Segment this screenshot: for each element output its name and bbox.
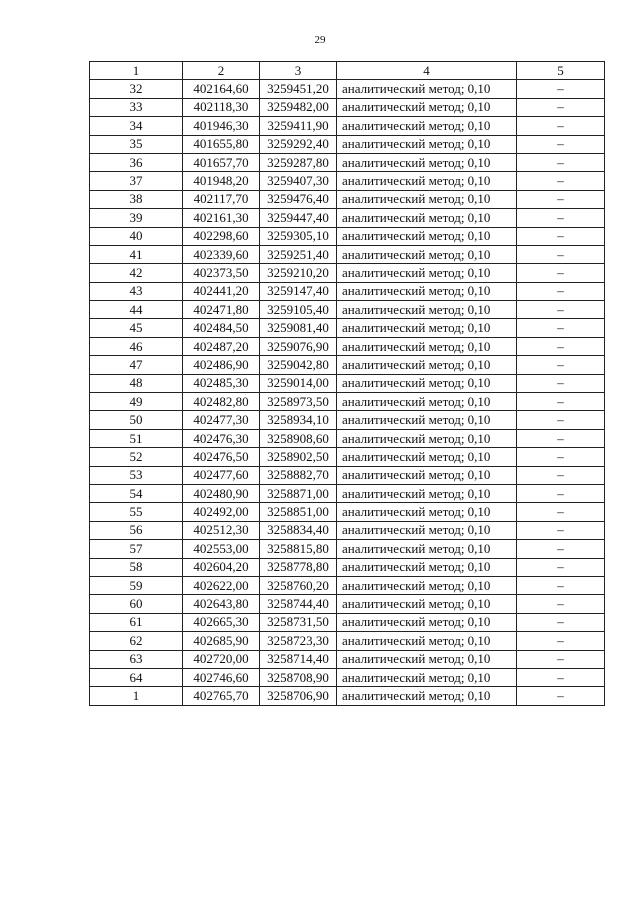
- description-cell: –: [517, 245, 605, 263]
- y-coordinate-cell: 3259451,20: [260, 80, 337, 98]
- method-accuracy-cell: аналитический метод; 0,10: [337, 98, 517, 116]
- method-accuracy-cell: аналитический метод; 0,10: [337, 319, 517, 337]
- header-cell-2: 2: [183, 62, 260, 80]
- x-coordinate-cell: 402512,30: [183, 521, 260, 539]
- table-row: [90, 135, 605, 153]
- point-number-cell: 55: [90, 503, 183, 521]
- x-coordinate-cell: 402720,00: [183, 650, 260, 668]
- table-row: [90, 613, 605, 631]
- x-coordinate-cell: 402476,30: [183, 429, 260, 447]
- x-coordinate-cell: 402373,50: [183, 264, 260, 282]
- description-cell: –: [517, 172, 605, 190]
- y-coordinate-cell: 3259210,20: [260, 264, 337, 282]
- point-number-cell: 36: [90, 153, 183, 171]
- table-row: [90, 687, 605, 705]
- y-coordinate-cell: 3259147,40: [260, 282, 337, 300]
- y-coordinate-cell: 3259076,90: [260, 337, 337, 355]
- description-cell: –: [517, 98, 605, 116]
- table-row: [90, 448, 605, 466]
- table-row: [90, 484, 605, 502]
- x-coordinate-cell: 401657,70: [183, 153, 260, 171]
- method-accuracy-cell: аналитический метод; 0,10: [337, 484, 517, 502]
- table-row: [90, 337, 605, 355]
- header-cell-4: 4: [337, 62, 517, 80]
- x-coordinate-cell: 402492,00: [183, 503, 260, 521]
- method-accuracy-cell: аналитический метод; 0,10: [337, 411, 517, 429]
- method-accuracy-cell: аналитический метод; 0,10: [337, 172, 517, 190]
- point-number-cell: 41: [90, 245, 183, 263]
- x-coordinate-cell: 402477,30: [183, 411, 260, 429]
- table-row: [90, 98, 605, 116]
- point-number-cell: 54: [90, 484, 183, 502]
- y-coordinate-cell: 3259476,40: [260, 190, 337, 208]
- y-coordinate-cell: 3258723,30: [260, 632, 337, 650]
- y-coordinate-cell: 3258760,20: [260, 576, 337, 594]
- description-cell: –: [517, 153, 605, 171]
- x-coordinate-cell: 402643,80: [183, 595, 260, 613]
- description-cell: –: [517, 632, 605, 650]
- y-coordinate-cell: 3259447,40: [260, 209, 337, 227]
- description-cell: –: [517, 540, 605, 558]
- point-number-cell: 1: [90, 687, 183, 705]
- point-number-cell: 40: [90, 227, 183, 245]
- method-accuracy-cell: аналитический метод; 0,10: [337, 337, 517, 355]
- method-accuracy-cell: аналитический метод; 0,10: [337, 650, 517, 668]
- method-accuracy-cell: аналитический метод; 0,10: [337, 393, 517, 411]
- table-row: [90, 521, 605, 539]
- point-number-cell: 45: [90, 319, 183, 337]
- point-number-cell: 48: [90, 374, 183, 392]
- point-number-cell: 47: [90, 356, 183, 374]
- table-header: [90, 62, 605, 80]
- point-number-cell: 61: [90, 613, 183, 631]
- point-number-cell: 52: [90, 448, 183, 466]
- description-cell: –: [517, 135, 605, 153]
- x-coordinate-cell: 401946,30: [183, 117, 260, 135]
- x-coordinate-cell: 402485,30: [183, 374, 260, 392]
- method-accuracy-cell: аналитический метод; 0,10: [337, 80, 517, 98]
- y-coordinate-cell: 3259482,00: [260, 98, 337, 116]
- y-coordinate-cell: 3258973,50: [260, 393, 337, 411]
- description-cell: –: [517, 337, 605, 355]
- y-coordinate-cell: 3258882,70: [260, 466, 337, 484]
- table-row: [90, 190, 605, 208]
- table-row: [90, 264, 605, 282]
- description-cell: –: [517, 264, 605, 282]
- method-accuracy-cell: аналитический метод; 0,10: [337, 668, 517, 686]
- x-coordinate-cell: 402476,50: [183, 448, 260, 466]
- x-coordinate-cell: 402441,20: [183, 282, 260, 300]
- point-number-cell: 50: [90, 411, 183, 429]
- y-coordinate-cell: 3258934,10: [260, 411, 337, 429]
- x-coordinate-cell: 402298,60: [183, 227, 260, 245]
- table-row: [90, 429, 605, 447]
- table-row: [90, 466, 605, 484]
- table-row: [90, 227, 605, 245]
- description-cell: –: [517, 521, 605, 539]
- description-cell: –: [517, 374, 605, 392]
- x-coordinate-cell: 402746,60: [183, 668, 260, 686]
- y-coordinate-cell: 3259292,40: [260, 135, 337, 153]
- y-coordinate-cell: 3259105,40: [260, 301, 337, 319]
- x-coordinate-cell: 401948,20: [183, 172, 260, 190]
- description-cell: –: [517, 595, 605, 613]
- method-accuracy-cell: аналитический метод; 0,10: [337, 521, 517, 539]
- x-coordinate-cell: 401655,80: [183, 135, 260, 153]
- table-row: [90, 153, 605, 171]
- method-accuracy-cell: аналитический метод; 0,10: [337, 558, 517, 576]
- point-number-cell: 42: [90, 264, 183, 282]
- table-row: [90, 282, 605, 300]
- method-accuracy-cell: аналитический метод; 0,10: [337, 613, 517, 631]
- point-number-cell: 57: [90, 540, 183, 558]
- table-row: [90, 576, 605, 594]
- point-number-cell: 37: [90, 172, 183, 190]
- table-row: [90, 117, 605, 135]
- x-coordinate-cell: 402339,60: [183, 245, 260, 263]
- header-cell-1: 1: [90, 62, 183, 80]
- method-accuracy-cell: аналитический метод; 0,10: [337, 576, 517, 594]
- table-row: [90, 632, 605, 650]
- x-coordinate-cell: 402685,90: [183, 632, 260, 650]
- description-cell: –: [517, 503, 605, 521]
- description-cell: –: [517, 466, 605, 484]
- header-cell-5: 5: [517, 62, 605, 80]
- y-coordinate-cell: 3258871,00: [260, 484, 337, 502]
- y-coordinate-cell: 3259411,90: [260, 117, 337, 135]
- x-coordinate-cell: 402480,90: [183, 484, 260, 502]
- method-accuracy-cell: аналитический метод; 0,10: [337, 503, 517, 521]
- description-cell: –: [517, 429, 605, 447]
- y-coordinate-cell: 3258778,80: [260, 558, 337, 576]
- x-coordinate-cell: 402765,70: [183, 687, 260, 705]
- y-coordinate-cell: 3258902,50: [260, 448, 337, 466]
- x-coordinate-cell: 402484,50: [183, 319, 260, 337]
- point-number-cell: 34: [90, 117, 183, 135]
- coordinates-table: [89, 61, 605, 706]
- description-cell: –: [517, 190, 605, 208]
- point-number-cell: 56: [90, 521, 183, 539]
- point-number-cell: 49: [90, 393, 183, 411]
- table-body: [90, 80, 605, 705]
- method-accuracy-cell: аналитический метод; 0,10: [337, 190, 517, 208]
- table-row: [90, 319, 605, 337]
- point-number-cell: 32: [90, 80, 183, 98]
- x-coordinate-cell: 402164,60: [183, 80, 260, 98]
- table-row: [90, 374, 605, 392]
- table-row: [90, 301, 605, 319]
- y-coordinate-cell: 3258815,80: [260, 540, 337, 558]
- table-row: [90, 356, 605, 374]
- y-coordinate-cell: 3258731,50: [260, 613, 337, 631]
- y-coordinate-cell: 3258834,40: [260, 521, 337, 539]
- description-cell: –: [517, 209, 605, 227]
- point-number-cell: 35: [90, 135, 183, 153]
- point-number-cell: 60: [90, 595, 183, 613]
- y-coordinate-cell: 3259014,00: [260, 374, 337, 392]
- description-cell: –: [517, 576, 605, 594]
- method-accuracy-cell: аналитический метод; 0,10: [337, 117, 517, 135]
- method-accuracy-cell: аналитический метод; 0,10: [337, 632, 517, 650]
- table-row: [90, 245, 605, 263]
- description-cell: –: [517, 319, 605, 337]
- x-coordinate-cell: 402471,80: [183, 301, 260, 319]
- y-coordinate-cell: 3258706,90: [260, 687, 337, 705]
- method-accuracy-cell: аналитический метод; 0,10: [337, 264, 517, 282]
- table-row: [90, 411, 605, 429]
- x-coordinate-cell: 402161,30: [183, 209, 260, 227]
- point-number-cell: 39: [90, 209, 183, 227]
- x-coordinate-cell: 402482,80: [183, 393, 260, 411]
- description-cell: –: [517, 650, 605, 668]
- method-accuracy-cell: аналитический метод; 0,10: [337, 374, 517, 392]
- method-accuracy-cell: аналитический метод; 0,10: [337, 466, 517, 484]
- table-row: [90, 80, 605, 98]
- point-number-cell: 59: [90, 576, 183, 594]
- method-accuracy-cell: аналитический метод; 0,10: [337, 356, 517, 374]
- description-cell: –: [517, 687, 605, 705]
- table-row: [90, 503, 605, 521]
- point-number-cell: 64: [90, 668, 183, 686]
- point-number-cell: 62: [90, 632, 183, 650]
- method-accuracy-cell: аналитический метод; 0,10: [337, 448, 517, 466]
- table-row: [90, 668, 605, 686]
- x-coordinate-cell: 402486,90: [183, 356, 260, 374]
- y-coordinate-cell: 3258708,90: [260, 668, 337, 686]
- table-row: [90, 650, 605, 668]
- point-number-cell: 51: [90, 429, 183, 447]
- y-coordinate-cell: 3258851,00: [260, 503, 337, 521]
- point-number-cell: 63: [90, 650, 183, 668]
- point-number-cell: 38: [90, 190, 183, 208]
- table-row: [90, 209, 605, 227]
- x-coordinate-cell: 402117,70: [183, 190, 260, 208]
- method-accuracy-cell: аналитический метод; 0,10: [337, 687, 517, 705]
- point-number-cell: 44: [90, 301, 183, 319]
- method-accuracy-cell: аналитический метод; 0,10: [337, 245, 517, 263]
- y-coordinate-cell: 3258744,40: [260, 595, 337, 613]
- page-number: 29: [314, 34, 326, 46]
- method-accuracy-cell: аналитический метод; 0,10: [337, 209, 517, 227]
- table-row: [90, 595, 605, 613]
- description-cell: –: [517, 393, 605, 411]
- x-coordinate-cell: 402487,20: [183, 337, 260, 355]
- header-row: [90, 62, 605, 80]
- x-coordinate-cell: 402553,00: [183, 540, 260, 558]
- point-number-cell: 43: [90, 282, 183, 300]
- table-row: [90, 393, 605, 411]
- y-coordinate-cell: 3259407,30: [260, 172, 337, 190]
- method-accuracy-cell: аналитический метод; 0,10: [337, 282, 517, 300]
- description-cell: –: [517, 356, 605, 374]
- method-accuracy-cell: аналитический метод; 0,10: [337, 595, 517, 613]
- method-accuracy-cell: аналитический метод; 0,10: [337, 227, 517, 245]
- method-accuracy-cell: аналитический метод; 0,10: [337, 540, 517, 558]
- y-coordinate-cell: 3258714,40: [260, 650, 337, 668]
- header-cell-3: 3: [260, 62, 337, 80]
- description-cell: –: [517, 117, 605, 135]
- description-cell: –: [517, 227, 605, 245]
- y-coordinate-cell: 3258908,60: [260, 429, 337, 447]
- table-row: [90, 558, 605, 576]
- description-cell: –: [517, 282, 605, 300]
- x-coordinate-cell: 402604,20: [183, 558, 260, 576]
- point-number-cell: 53: [90, 466, 183, 484]
- x-coordinate-cell: 402622,00: [183, 576, 260, 594]
- table-row: [90, 172, 605, 190]
- point-number-cell: 58: [90, 558, 183, 576]
- table-row: [90, 540, 605, 558]
- x-coordinate-cell: 402477,60: [183, 466, 260, 484]
- method-accuracy-cell: аналитический метод; 0,10: [337, 429, 517, 447]
- description-cell: –: [517, 80, 605, 98]
- y-coordinate-cell: 3259081,40: [260, 319, 337, 337]
- y-coordinate-cell: 3259042,80: [260, 356, 337, 374]
- description-cell: –: [517, 301, 605, 319]
- method-accuracy-cell: аналитический метод; 0,10: [337, 135, 517, 153]
- description-cell: –: [517, 411, 605, 429]
- y-coordinate-cell: 3259305,10: [260, 227, 337, 245]
- x-coordinate-cell: 402665,30: [183, 613, 260, 631]
- point-number-cell: 33: [90, 98, 183, 116]
- description-cell: –: [517, 484, 605, 502]
- description-cell: –: [517, 448, 605, 466]
- x-coordinate-cell: 402118,30: [183, 98, 260, 116]
- description-cell: –: [517, 558, 605, 576]
- point-number-cell: 46: [90, 337, 183, 355]
- method-accuracy-cell: аналитический метод; 0,10: [337, 301, 517, 319]
- y-coordinate-cell: 3259251,40: [260, 245, 337, 263]
- description-cell: –: [517, 613, 605, 631]
- method-accuracy-cell: аналитический метод; 0,10: [337, 153, 517, 171]
- description-cell: –: [517, 668, 605, 686]
- y-coordinate-cell: 3259287,80: [260, 153, 337, 171]
